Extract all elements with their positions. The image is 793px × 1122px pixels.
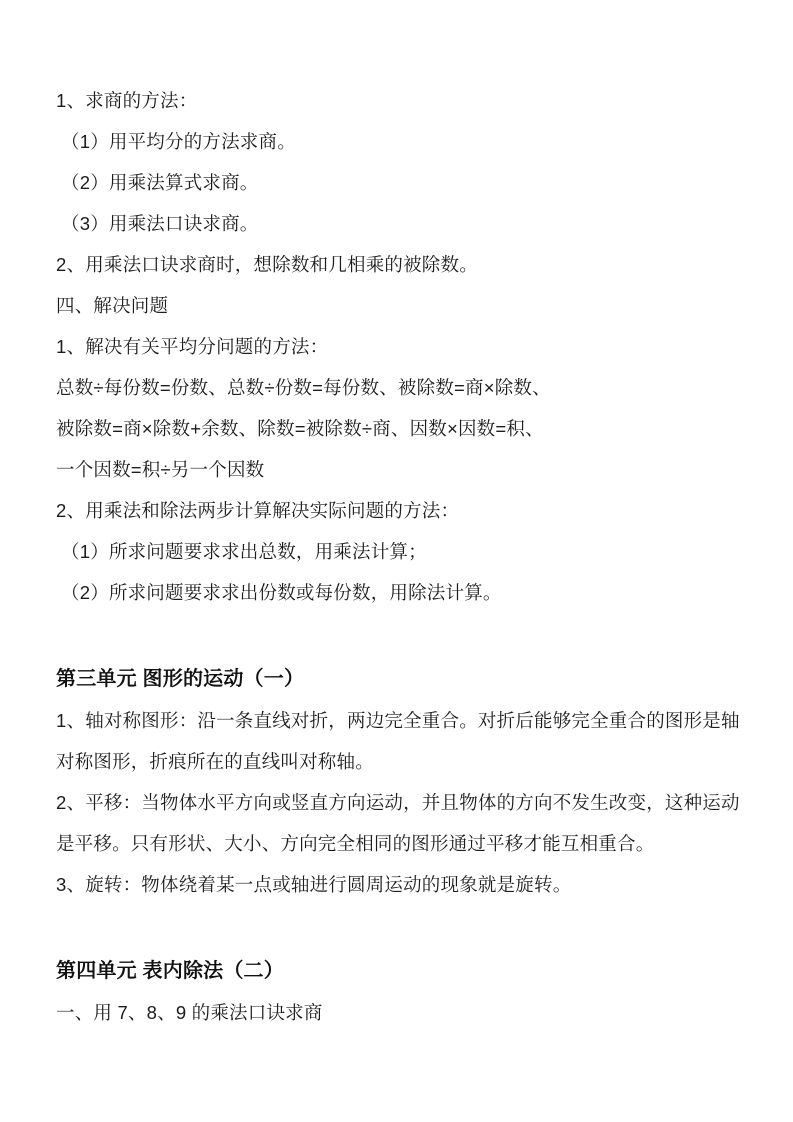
text-line: （2）所求问题要求求出份数或每份数，用除法计算。 [61, 582, 502, 603]
formula-line: 被除数=商×除数+余数、除数=被除数÷商、因数×因数=积、 [56, 418, 544, 439]
text-line: （3）用乘法口诀求商。 [61, 213, 259, 234]
text-line: 是平移。只有形状、大小、方向完全相同的图形通过平移才能互相重合。 [56, 833, 655, 854]
text-line: 1、解决有关平均分问题的方法： [56, 336, 329, 357]
text-line: 四、解决问题 [56, 295, 169, 316]
section-heading: 第三单元 图形的运动（一） [56, 668, 305, 690]
text-line: （1）用平均分的方法求商。 [61, 131, 296, 152]
text-line: 1、求商的方法： [56, 90, 198, 111]
text-line: （1）所求问题要求求出总数，用乘法计算； [61, 541, 427, 562]
text-line: 一、用 7、8、9 的乘法口诀求商 [56, 1002, 323, 1023]
formula-line: 总数÷每份数=份数、总数÷份数=每份数、被除数=商×除数、 [56, 377, 551, 398]
text-line: 1、轴对称图形：沿一条直线对折，两边完全重合。对折后能够完全重合的图形是轴 [56, 710, 740, 731]
text-line: 2、平移：当物体水平方向或竖直方向运动，并且物体的方向不发生改变，这种运动 [56, 792, 740, 813]
text-line: （2）用乘法算式求商。 [61, 172, 259, 193]
formula-line: 一个因数=积÷另一个因数 [56, 459, 265, 480]
text-line: 对称图形，折痕所在的直线叫对称轴。 [56, 751, 374, 772]
text-line: 2、用乘法和除法两步计算解决实际问题的方法： [56, 500, 460, 521]
section-heading: 第四单元 表内除法（二） [56, 960, 284, 982]
text-line: 2、用乘法口诀求商时，想除数和几相乘的被除数。 [56, 254, 478, 275]
text-line: 3、旋转：物体绕着某一点或轴进行圆周运动的现象就是旋转。 [56, 874, 572, 895]
